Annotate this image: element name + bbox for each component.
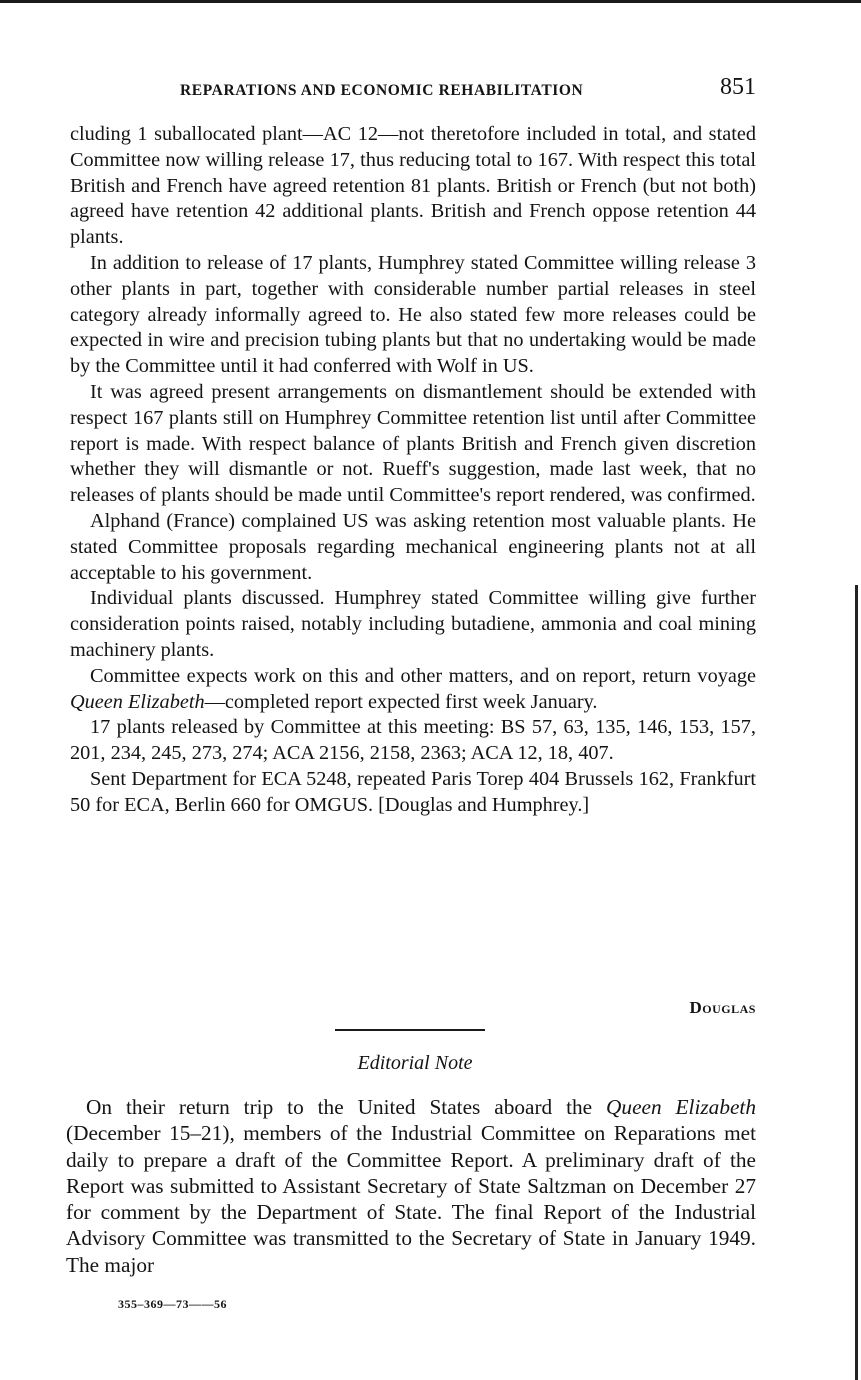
signature: Douglas [689,998,756,1017]
editorial-note-text-end: (December 15–21), members of the Industrial Committee on Reparations met daily to prepare a draft of the Committee Report. A preliminary draft of the Report was submitted to Assistant Secretary of State Saltzman on December 27 for comment by the Department of State. The final Report of the Industrial Advisory Committee was transmitted to the Secretary of State in January 1949. The major [66,1121,756,1277]
paragraph-5: Individual plants discussed. Humphrey stated Committee willing give further consideration points raised, notably including butadiene, ammonia and coal mining machinery plants. [70,587,756,661]
paragraph-6-text-start: Committee expects work on this and other matters, and on report, return voyage [90,664,756,687]
editorial-note-paragraph [66,1094,756,1278]
page-number: 851 [720,74,756,100]
paragraph-2: In addition to release of 17 plants, Humphrey stated Committee willing release 3 other plants in part, together with considerable number partial releases in steel category already informally agreed to. He also stated few more releases could be expected in wire and precision tubing plants but that no undertaking would be made by the Committee until it had conferred with Wolf in US. [70,251,756,378]
editorial-note-text-start: On their return trip to the United States aboard the [86,1095,607,1119]
paragraph-4: Alphand (France) complained US was asking retention most valuable plants. He stated Committee proposals regarding mechanical engineering plants not at all acceptable to his government. [70,509,756,584]
editorial-note-title: Editorial Note [357,1052,473,1074]
paragraph-3: It was agreed present arrangements on dismantlement should be extended with respect 167 plants still on Humphrey Committee retention list until after Committee report is made. With respect balance of plants British and French given discretion whether they will dismantle or not. Rueff's suggestion, made last week, that no releases of plants should be made until Committee's report rendered, was confirmed. [70,380,756,507]
paragraph-7: 17 plants released by Committee at this meeting: BS 57, 63, 135, 146, 153, 157, 201, 234, 245, 273, 274; ACA 2156, 2158, 2363; ACA 12, 18, 407. [70,716,756,765]
right-edge-rule [855,585,858,1380]
print-code: 355–369—73——56 [118,1297,227,1311]
paragraph-1: cluding 1 suballocated plant—AC 12—not theretofore included in total, and stated Committee now willing release 17, thus reducing total to 167. With respect this total British and French have agreed retention 81 plants. British or French (but not both) agreed have retention 42 additional plants. British and French oppose retention 44 plants. [70,123,756,249]
section-divider [335,1029,485,1031]
paragraph-6-text-end: —completed report expected first week January. [204,690,598,713]
page-header [70,76,760,106]
telegram-body [70,122,756,819]
ship-name: Queen Elizabeth [70,690,205,713]
editorial-note-body [66,1094,756,1278]
editorial-ship-name: Queen Elizabeth [606,1095,756,1119]
top-edge-rule [0,0,861,3]
running-head: REPARATIONS AND ECONOMIC REHABILITATION [180,82,584,99]
paragraph-6 [70,664,756,716]
paragraph-8: Sent Department for ECA 5248, repeated Paris Torep 404 Brussels 162, Frankfurt 50 for ECA, Berlin 660 for OMGUS. [Douglas and Humphrey.] [70,767,756,816]
